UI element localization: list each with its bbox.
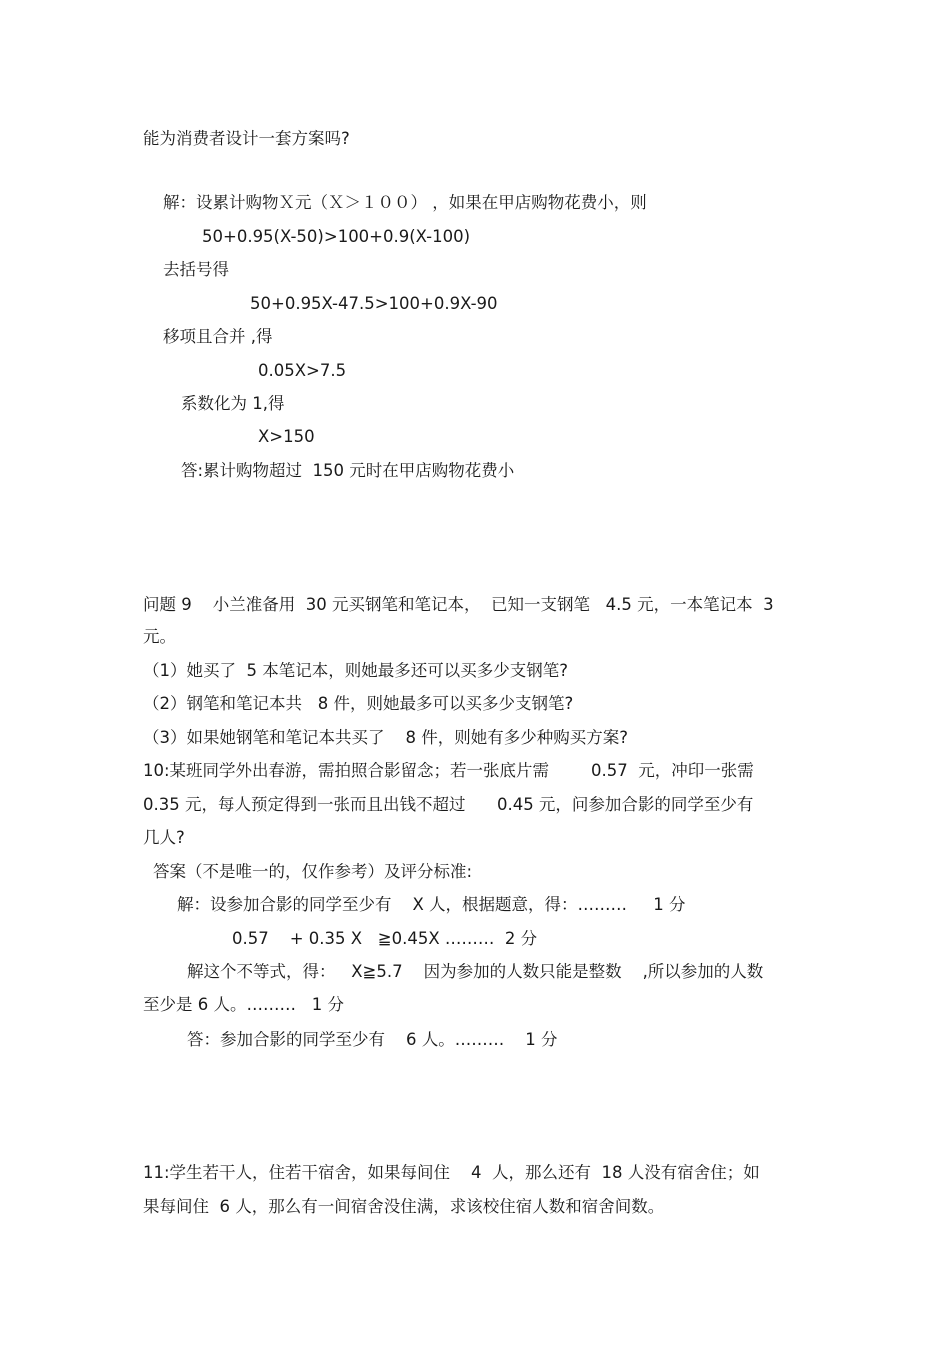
text-line: 几人?: [143, 828, 185, 847]
text-line: 解：设参加合影的同学至少有 X 人，根据题意，得：……… 1 分: [177, 895, 686, 914]
text-line: X>150: [258, 427, 315, 446]
text-line: 至少是 6 人。……… 1 分: [143, 995, 344, 1014]
text-line: 答案（不是唯一的，仅作参考）及评分标准:: [153, 862, 473, 881]
text-line: 能为消费者设计一套方案吗?: [143, 129, 350, 148]
text-line: 10:某班同学外出春游，需拍照合影留念；若一张底片需 0.57 元，冲印一张需: [143, 761, 754, 780]
text-line: （3）如果她钢笔和笔记本共买了 8 件，则她有多少种购买方案?: [143, 728, 628, 747]
text-line: 0.35 元，每人预定得到一张而且出钱不超过 0.45 元，问参加合影的同学至少有: [143, 795, 754, 814]
text-line: 解：设累计购物Ｘ元（Ｘ＞１００） ，如果在甲店购物花费小，则: [163, 193, 647, 212]
text-line: 答:累计购物超过 150 元时在甲店购物花费小: [181, 461, 515, 480]
text-line: 答：参加合影的同学至少有 6 人。……… 1 分: [187, 1030, 558, 1049]
text-line: 果每间住 6 人，那么有一间宿舍没住满，求该校住宿人数和宿舍间数。: [143, 1197, 665, 1216]
text-line: 0.05X>7.5: [258, 361, 347, 380]
text-line: （2）钢笔和笔记本共 8 件，则她最多可以买多少支钢笔?: [143, 694, 574, 713]
text-line: 50+0.95X-47.5>100+0.9X-90: [250, 294, 498, 313]
text-line: 50+0.95(X-50)>100+0.9(X-100): [202, 227, 471, 246]
text-line: 系数化为 1,得: [181, 394, 285, 413]
text-line: （1）她买了 5 本笔记本，则她最多还可以买多少支钢笔?: [143, 661, 568, 680]
text-line: 11:学生若干人，住若干宿舍，如果每间住 4 人，那么还有 18 人没有宿舍住；如: [143, 1163, 760, 1182]
text-line: 0.57 + 0.35 X ≧0.45X ……… 2 分: [232, 929, 538, 948]
text-line: 问题 9 小兰准备用 30 元买钢笔和笔记本， 已知一支钢笔 4.5 元，一本笔记本 3: [143, 595, 774, 614]
text-line: 元。: [143, 627, 176, 646]
text-line: 移项且合并 ,得: [163, 327, 273, 346]
text-line: 去括号得: [163, 260, 229, 279]
text-line: 解这个不等式，得： X≧5.7 因为参加的人数只能是整数 ,所以参加的人数: [187, 962, 764, 981]
